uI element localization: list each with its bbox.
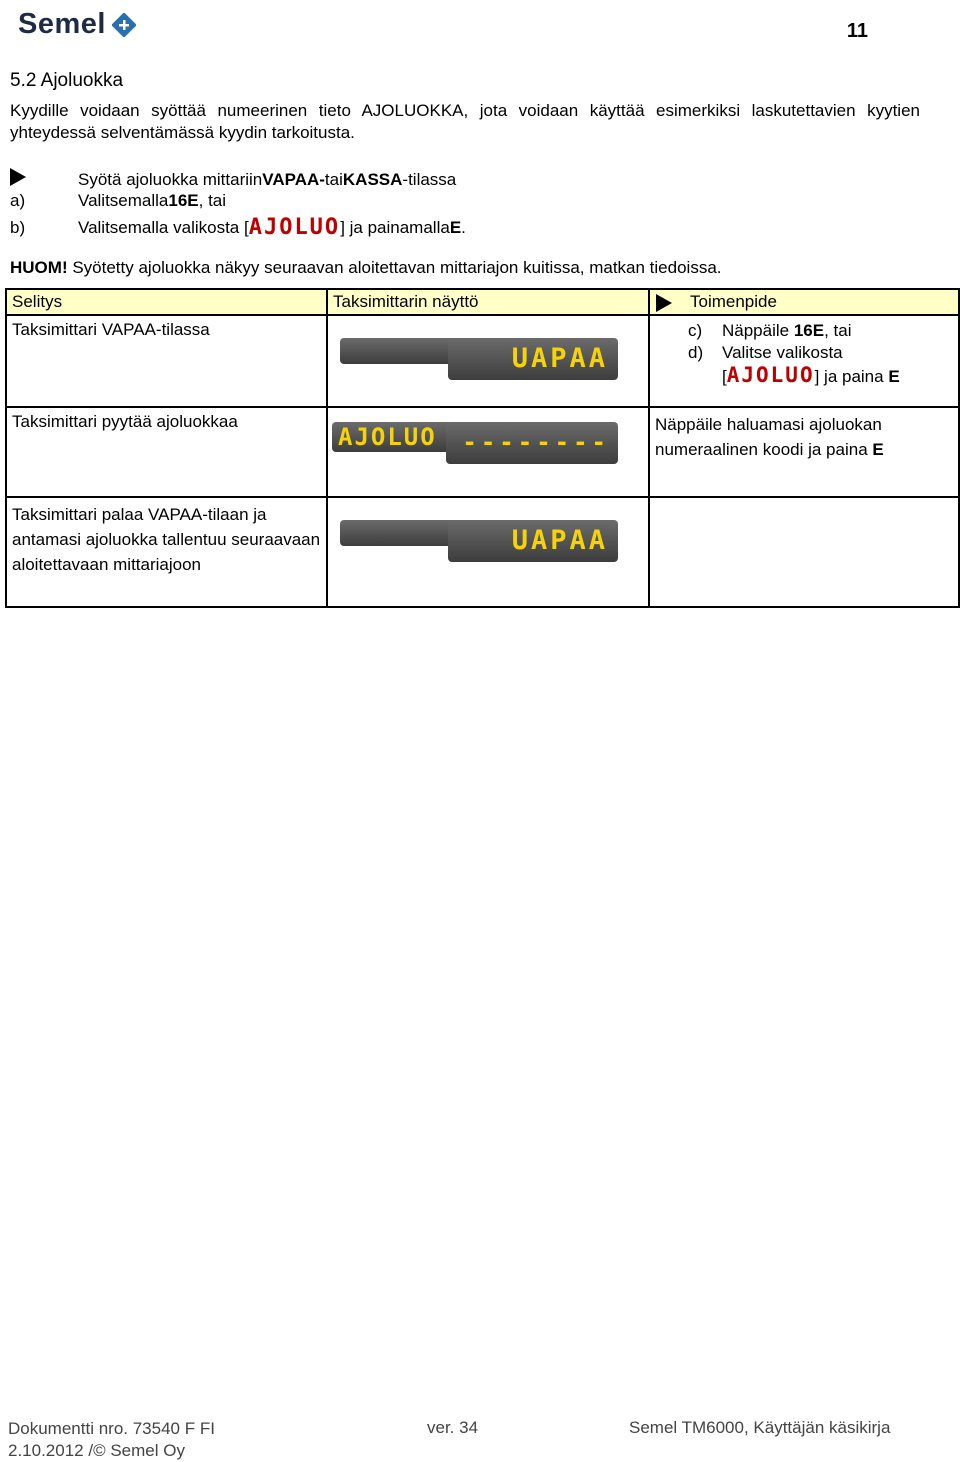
action-text: [ — [722, 367, 727, 386]
footer-version: ver. 34 — [427, 1418, 479, 1437]
header-selitys: Selitys — [6, 289, 327, 315]
footer-document — [8, 1418, 215, 1462]
lcd-text: UAPAA — [511, 525, 608, 556]
display-cell — [327, 315, 649, 407]
semel-diamond-icon — [112, 13, 136, 37]
page-number: 11 — [846, 20, 868, 42]
step-label: d) — [688, 343, 704, 362]
section-title: 5.2 Ajoluokka — [10, 70, 124, 91]
brand-name: Semel — [18, 8, 106, 40]
lcd-display-right — [448, 338, 618, 380]
key-code: E — [872, 440, 884, 459]
lcd-text: -------- — [462, 428, 610, 456]
step-label: a) — [10, 191, 26, 210]
instruction-text: Syötä ajoluokka mittariin — [78, 169, 263, 189]
lcd-display-left — [332, 422, 452, 452]
lcd-text: UAPAA — [511, 343, 608, 374]
instruction-text: -tilassa — [402, 169, 457, 189]
key-code: 16E — [793, 321, 825, 340]
instruction-text: . — [461, 217, 466, 237]
action-cell — [649, 407, 959, 497]
procedure-table — [5, 288, 960, 608]
lcd-display-right — [446, 422, 618, 464]
intro-paragraph: Kyydille voidaan syöttää numeerinen tieto AJOLUOKKA, jota voidaan käyttää esimerkiksi laskutettavien kyytien yhteydessä selventämässä kyydin tarkoitusta. — [10, 101, 920, 142]
lcd-menu-label: AJOLUO — [726, 363, 815, 387]
note-text: Syötetty ajoluokka näkyy seuraavan aloitettavan mittariajon kuitissa, matkan tiedoissa. — [67, 258, 722, 277]
instruction-b — [10, 215, 466, 240]
instruction-text: Valitsemalla — [78, 191, 169, 210]
action-cell-empty — [649, 497, 959, 607]
footer-doc-number: Dokumentti nro. 73540 F FI — [8, 1419, 215, 1438]
display-cell — [327, 407, 649, 497]
note-label: HUOM! — [10, 258, 68, 277]
row-description: Taksimittari palaa VAPAA-tilaan ja antamasi ajoluokka tallentuu seuraavaan aloitettavaan mittariajoon — [6, 497, 327, 607]
table-row — [6, 407, 959, 497]
table-header-row — [6, 289, 959, 315]
row-description: Taksimittari pyytää ajoluokkaa — [6, 407, 327, 497]
action-text: , tai — [824, 321, 852, 340]
instruction-text: tai — [324, 169, 343, 189]
footer-manual: Semel TM6000, Käyttäjän käsikirja — [629, 1418, 891, 1437]
action-cell — [649, 315, 959, 407]
key-code: 16E — [168, 191, 199, 210]
arrow-right-icon — [10, 168, 26, 186]
display-cell — [327, 497, 649, 607]
header-naytto: Taksimittarin näyttö — [327, 289, 649, 315]
instruction-text: ] ja painamalla — [340, 217, 450, 237]
header-toimenpide-label: Toimenpide — [690, 292, 777, 311]
row-description: Taksimittari VAPAA-tilassa — [6, 315, 327, 407]
table-row — [6, 497, 959, 607]
brand-logo — [18, 8, 136, 41]
step-label: c) — [688, 321, 703, 340]
action-text: Näppäile — [722, 321, 794, 340]
instruction-bold: VAPAA- — [262, 169, 325, 189]
key-code: E — [888, 367, 900, 386]
lcd-display-right — [448, 520, 618, 562]
action-text: Näppäile haluamasi ajoluokan numeraalinen koodi ja paina — [655, 415, 882, 459]
action-text: Valitse valikosta — [722, 343, 843, 362]
instruction-a — [10, 191, 226, 211]
arrow-right-icon — [656, 294, 672, 312]
instruction-text: , tai — [198, 191, 227, 210]
key-code: E — [449, 217, 462, 237]
table-row — [6, 315, 959, 407]
lcd-text: AJOLUO — [338, 423, 437, 451]
note — [10, 258, 722, 278]
step-label: b) — [10, 217, 26, 237]
instruction-bold: KASSA — [342, 169, 403, 189]
instruction-main — [10, 168, 456, 191]
header-toimenpide — [649, 289, 959, 315]
instruction-text: Valitsemalla valikosta [ — [78, 217, 249, 237]
footer-date: 2.10.2012 /© Semel Oy — [8, 1441, 185, 1460]
lcd-menu-label: AJOLUO — [248, 215, 341, 240]
action-text: ] ja paina — [814, 367, 889, 386]
